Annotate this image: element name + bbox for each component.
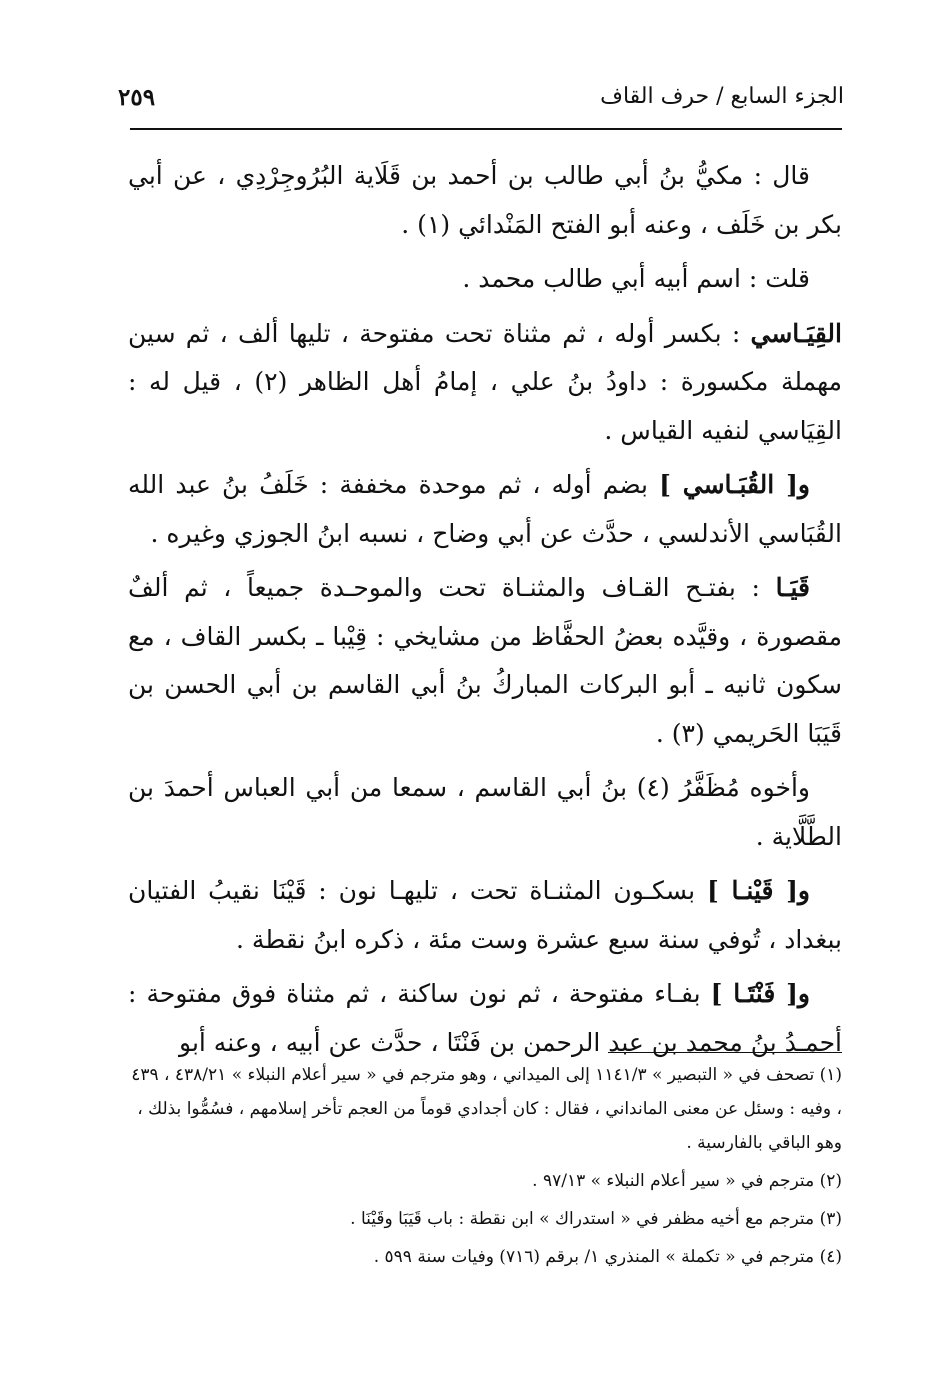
footnote-marker: (٤) bbox=[819, 1247, 842, 1267]
footnote-text: مترجم في « سير أعلام النبلاء » ٩٧/١٣ . bbox=[532, 1171, 815, 1191]
footnote-marker: (١) bbox=[819, 1065, 842, 1085]
paragraph-text: قال : مكيُّ بنُ أبي طالب بن أحمد بن قَلَاية البُرُوجِرْدِي ، عن أبي بكر بن خَلَف ، وعنه أبو الفتح المَنْدائي (١) . bbox=[128, 161, 842, 239]
paragraph-2 bbox=[128, 255, 842, 304]
footnote-marker: (٣) bbox=[819, 1209, 842, 1229]
footnote-1 bbox=[128, 1058, 842, 1160]
paragraph-4 bbox=[128, 461, 842, 558]
paragraph-3 bbox=[128, 310, 842, 456]
entry-term: قَيَـا bbox=[775, 573, 810, 602]
page-number: ٢٥٩ bbox=[118, 84, 156, 111]
footnote-2 bbox=[128, 1164, 842, 1198]
paragraph-text: : بكسر أوله ، ثم مثناة تحت مفتوحة ، تليها ألف ، ثم سين مهملة مكسورة : داودُ بنُ علي ، إمامُ أهل الظاهر (٢) ، قيل له : القِيَاسي لنفيه القياس . bbox=[128, 318, 843, 445]
entry-term: القِيَـاسي bbox=[750, 318, 842, 348]
footnote-3 bbox=[128, 1202, 842, 1236]
main-text bbox=[128, 152, 842, 1073]
paragraph-6 bbox=[128, 764, 842, 861]
paragraph-text: بضم أوله ، ثم موحدة مخففة : خَلَفُ بنُ عبد الله القُبَاسي الأندلسي ، حدَّث عن أبي وضاح ، نسبه ابنُ الجوزي وغيره . bbox=[128, 470, 842, 548]
entry-term: و[ القُبَـاسي ] bbox=[659, 470, 810, 499]
footnote-marker: (٢) bbox=[819, 1171, 842, 1191]
footnote-divider bbox=[608, 1052, 842, 1053]
paragraph-text: بفـاء مفتوحة ، ثم نون ساكنة ، ثم مثناة فوق مفتوحة : أحمـدُ بنُ محمد بن عبد الرحمن بن فَنْتَا ، حدَّث عن أبيه ، وعنه أبو bbox=[128, 979, 842, 1057]
paragraph-5 bbox=[128, 564, 842, 758]
running-title: الجزء السابع / حرف القاف bbox=[600, 84, 844, 109]
page-header bbox=[118, 78, 844, 122]
footnotes bbox=[128, 1058, 842, 1278]
paragraph-1 bbox=[128, 152, 842, 249]
paragraph-7 bbox=[128, 867, 842, 964]
paragraph-text: بسكـون المثنـاة تحت ، تليهـا نون : قَيْنَا نقيبُ الفتيان ببغداد ، تُوفي سنة سبع عشرة وست مئة ، ذكره ابنُ نقطة . bbox=[128, 876, 842, 954]
footnote-text: تصحف في « التبصير » ١١٤١/٣ إلى الميداني ، وهو مترجم في « سير أعلام النبلاء » ٤٣٨/٢١ ، ٤٣٩ ، وفيه : وسئل عن معنى المانداني ، فقال : كان أجدادي قوماً من العجم تأخر إسلامهم ، فسُمُّوا بذلك ، وهو الباقي بالفارسية . bbox=[131, 1065, 842, 1153]
paragraph-text: قلت : اسم أبيه أبي طالب محمد . bbox=[462, 264, 810, 293]
footnote-text: مترجم في « تكملة » المنذري ١/ برقم (٧١٦) وفيات سنة ٥٩٩ . bbox=[373, 1247, 815, 1267]
entry-term: و[ فَنْتَـا ] bbox=[710, 979, 810, 1008]
paragraph-text: : بفتـح القـاف والمثنـاة تحت والموحـدة جميعاً ، ثم ألفٌ مقصورة ، وقيَّده بعضُ الحفَّاظ من مشايخي : قِيْبا ـ بكسر القاف ، مع سكون ثانيه ـ أبو البركات المباركُ بنُ أبي القاسم بن أبي الحسن بن قَيَبَا الحَريمي (٣) . bbox=[128, 573, 842, 748]
header-divider bbox=[130, 128, 842, 130]
footnote-text: مترجم مع أخيه مظفر في « استدراك » ابن نقطة : باب قَيَبَا وقَيْنَا . bbox=[350, 1209, 815, 1229]
entry-term: و[ قَيْنـا ] bbox=[706, 876, 810, 905]
paragraph-text: وأخوه مُظَفَّرُ (٤) بنُ أبي القاسم ، سمعا من أبي العباس أحمدَ بن الطَّلَّاية . bbox=[128, 773, 842, 851]
footnote-4 bbox=[128, 1240, 842, 1274]
